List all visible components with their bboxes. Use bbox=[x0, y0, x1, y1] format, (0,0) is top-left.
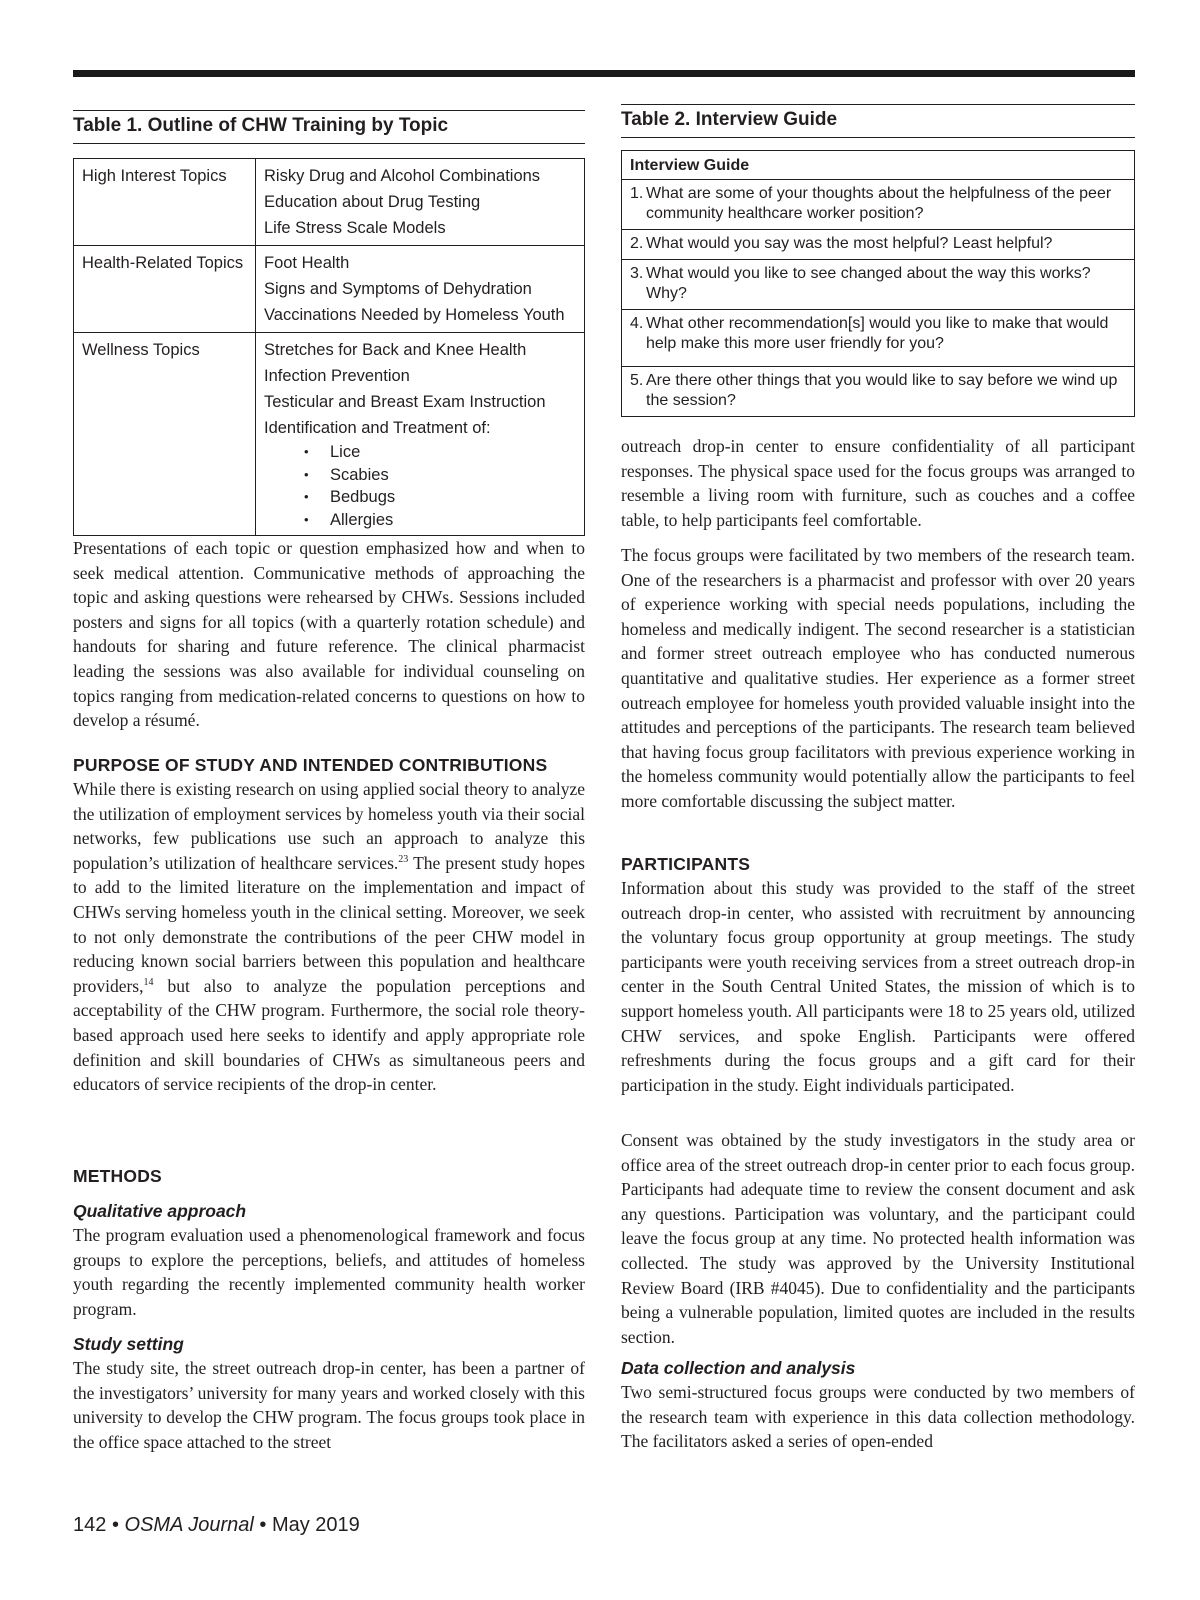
heading-participants: PARTICIPANTS bbox=[621, 854, 751, 874]
bullet-list bbox=[264, 441, 576, 531]
table-row bbox=[74, 246, 585, 333]
bullet-item: • Bedbugs bbox=[304, 486, 576, 509]
bullet-item: • Lice bbox=[304, 441, 576, 464]
table2-interview-guide bbox=[621, 150, 1135, 417]
table-row bbox=[74, 159, 585, 246]
paragraph-participants: Information about this study was provided to the staff of the street outreach drop-in center, who assisted with recruitment by announcing the voluntary focus group opportunity at group meetings. The study participants were youth receiving services from a street outreach drop-in center in the South Central United States, the mission of which is to support homeless youth. All participants were 18 to 25 years old, utilized CHW services, and spoke English. Participants were offered refreshments during the focus groups and a gift card for their participation in the study. Eight individuals participated. bbox=[621, 878, 1135, 1095]
table-cell: 1. What are some of your thoughts about the helpfulness of the peer community healthcare worker position? bbox=[622, 180, 1135, 230]
footer-separator: • bbox=[259, 1514, 267, 1536]
topic-item: Identification and Treatment of: bbox=[264, 419, 491, 437]
table-cell: 5. Are there other things that you would like to say before we wind up the session? bbox=[622, 367, 1135, 417]
subheading-qualitative: Qualitative approach bbox=[73, 1201, 247, 1221]
paragraph-presentations: Presentations of each topic or question emphasized how and when to seek medical attention. Communicative methods of approaching the topic and asking questions were rehearsed by CHWs. Sessions included posters and signs for all topics (with a quarterly rotation schedule) and handouts for sharing and future reference. The clinical pharmacist leading the sessions was also available for individual counseling on topics ranging from medication-related concerns to questions on how to develop a résumé. bbox=[73, 538, 585, 731]
topic-item: Life Stress Scale Models bbox=[264, 219, 446, 237]
top-rule bbox=[73, 70, 1135, 77]
table-cell: 3. What would you like to see changed about the way this works? Why? bbox=[622, 260, 1135, 310]
page-footer bbox=[73, 1514, 360, 1537]
table-cell: Wellness Topics bbox=[74, 333, 256, 536]
bullet-item: • Allergies bbox=[304, 509, 576, 532]
table-cell: Health-Related Topics bbox=[74, 246, 256, 333]
paragraph-qualitative: The program evaluation used a phenomenological framework and focus groups to explore the perceptions, beliefs, and attitudes of homeless youth regarding the recently implemented community health worker program. bbox=[73, 1225, 585, 1319]
table-row bbox=[74, 333, 585, 536]
heading-purpose: PURPOSE OF STUDY AND INTENDED CONTRIBUTIONS bbox=[73, 755, 548, 775]
subheading-data-collection: Data collection and analysis bbox=[621, 1358, 856, 1378]
table-row bbox=[622, 367, 1135, 417]
page-number: 142 bbox=[73, 1514, 107, 1536]
journal-name: OSMA Journal bbox=[124, 1514, 254, 1536]
subheading-study-setting: Study setting bbox=[73, 1334, 184, 1354]
table-header-row bbox=[622, 151, 1135, 180]
topic-item: Stretches for Back and Knee Health bbox=[264, 341, 527, 359]
paragraph-facilitators: The focus groups were facilitated by two members of the research team. One of the researchers is a pharmacist and professor with over 20 years of experience working with special needs populations, including the homeless and medically indigent. The second researcher is a statistician and former street outreach employee who has conducted numerous quantitative and qualitative studies. Her experience as a former street outreach employee for homeless youth provided valuable insight into the attitudes and perceptions of the participants. The research team believed that having focus group facilitators with previous experience working in the homeless community would potentially allow the participants to feel more comfortable discussing the subject matter. bbox=[621, 545, 1135, 811]
topic-item: Education about Drug Testing bbox=[264, 193, 481, 211]
paragraph-purpose: While there is existing research on using applied social theory to analyze the utilization of employment services by homeless youth via their social networks, few publications use such an approach to analyze this population’s utilization of healthcare services.$^{23}$ The present study hopes to add to the limited literature on the implementation and impact of CHWs serving homeless youth in the clinical setting. Moreover, we seek to not only demonstrate the contributions of the peer CHW model in reducing known social barriers between this population and healthcare providers,$^{14}$ but also to analyze the population perceptions and acceptability of the CHW program. Furthermore, the social role theory-based approach used here seeks to identify and apply appropriate role definition and skill boundaries of CHWs as simultaneous peers and educators of service recipients of the drop-in center. bbox=[73, 779, 585, 1095]
table-header: Interview Guide bbox=[622, 151, 1135, 180]
heading-methods: METHODS bbox=[73, 1166, 162, 1186]
topic-item: Risky Drug and Alcohol Combinations bbox=[264, 167, 541, 185]
table-cell: 4. What other recommendation[s] would you like to make that would help make this more user friendly for you? bbox=[622, 310, 1135, 367]
table1-training-topics bbox=[73, 158, 585, 536]
bullet-item: • Scabies bbox=[304, 464, 576, 487]
reference-superscript: 14 bbox=[143, 976, 154, 988]
table-cell bbox=[256, 333, 585, 536]
topic-item: Foot Health bbox=[264, 254, 350, 272]
reference-superscript: 23 bbox=[398, 853, 409, 865]
table2-title: Table 2. Interview Guide bbox=[621, 104, 1135, 138]
topic-item: Testicular and Breast Exam Instruction bbox=[264, 393, 546, 411]
table-row bbox=[622, 310, 1135, 367]
paragraph-outreach: outreach drop-in center to ensure confidentiality of all participant responses. The physical space used for the focus groups was arranged to resemble a living room with furniture, such as couches and a coffee table, to help participants feel comfortable. bbox=[621, 436, 1135, 530]
paragraph-study-setting: The study site, the street outreach drop-in center, has been a partner of the investigators’ university for many years and worked closely with this university to develop the CHW program. The focus groups took place in the office space attached to the street bbox=[73, 1358, 585, 1452]
topic-item: Infection Prevention bbox=[264, 367, 410, 385]
table-cell bbox=[256, 159, 585, 246]
table-row bbox=[622, 230, 1135, 260]
footer-separator: • bbox=[111, 1514, 119, 1536]
table-row bbox=[622, 180, 1135, 230]
topic-item: Signs and Symptoms of Dehydration bbox=[264, 280, 532, 298]
topic-item: Vaccinations Needed by Homeless Youth bbox=[264, 306, 565, 324]
table-row bbox=[622, 260, 1135, 310]
table-cell: 2. What would you say was the most helpful? Least helpful? bbox=[622, 230, 1135, 260]
table1-title: Table 1. Outline of CHW Training by Topic bbox=[73, 110, 585, 144]
table-cell bbox=[256, 246, 585, 333]
paragraph-consent: Consent was obtained by the study investigators in the study area or office area of the street outreach drop-in center prior to each focus group. Participants had adequate time to review the consent document and ask any questions. Participation was voluntary, and the participant could leave the focus group at any time. No protected health information was collected. The study was approved by the University Institutional Review Board (IRB #4045). Due to confidentiality and the participants being a vulnerable population, limited quotes are included in the results section. bbox=[621, 1130, 1135, 1347]
paragraph-data-collection: Two semi-structured focus groups were conducted by two members of the research team with experience in this data collection methodology. The facilitators asked a series of open-ended bbox=[621, 1382, 1135, 1452]
issue-date: May 2019 bbox=[271, 1514, 360, 1536]
table-cell: High Interest Topics bbox=[74, 159, 256, 246]
